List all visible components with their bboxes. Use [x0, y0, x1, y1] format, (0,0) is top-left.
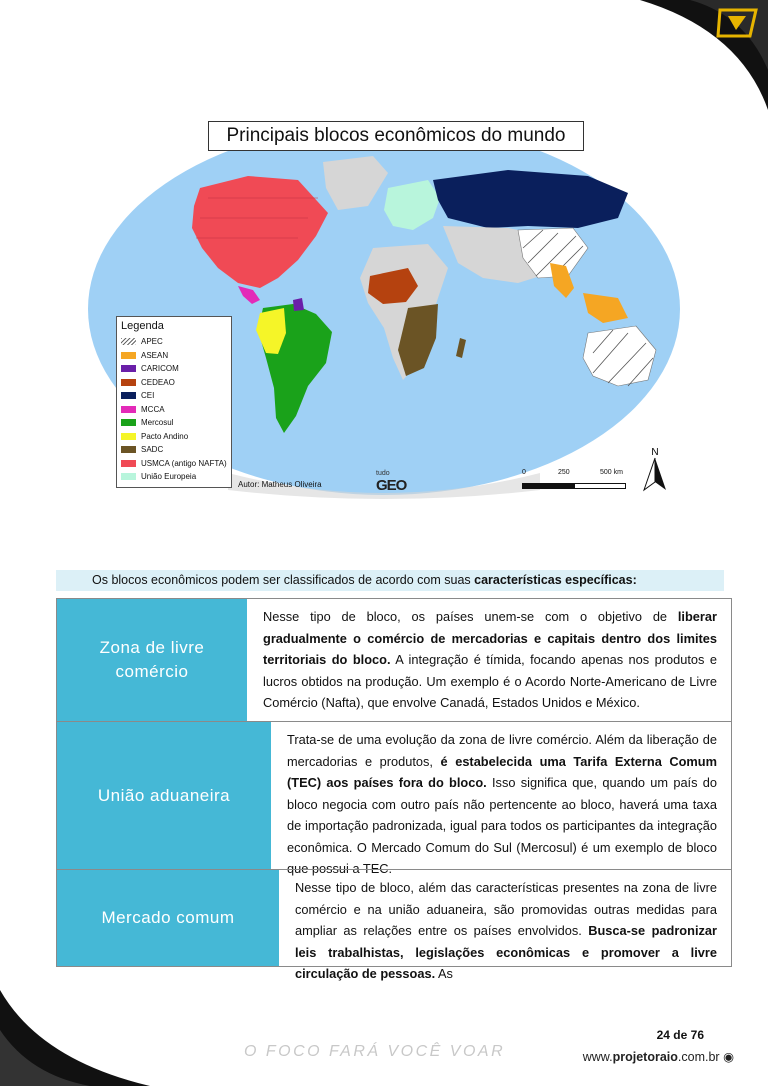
legend-label: APEC — [141, 337, 163, 347]
legend-label: SADC — [141, 445, 164, 455]
legend-swatch — [121, 338, 136, 345]
brand-small-text: tudo — [376, 470, 390, 477]
row-title: Mercado comum — [57, 870, 279, 966]
site-bold: projetoraio — [612, 1050, 678, 1064]
table-row-zona — [56, 598, 732, 722]
row-body — [271, 722, 731, 876]
legend-item — [121, 389, 227, 403]
legend-swatch — [121, 406, 136, 413]
legend-swatch — [121, 392, 136, 399]
row-text: Nesse tipo de bloco, os países unem-se com o objetivo de — [263, 609, 678, 624]
brand-logo — [716, 6, 760, 40]
table-row-uniao — [56, 721, 732, 876]
row-bold: Busca-se padronizar leis trabalhistas, legislações econômicas e promover a livre circulação de pessoas. — [295, 923, 717, 981]
row-body — [279, 870, 731, 981]
legend-item — [121, 335, 227, 349]
table-row-mercado — [56, 869, 732, 981]
site-pre: www. — [582, 1050, 613, 1064]
legend-label: Pacto Andino — [141, 431, 189, 441]
legend-swatch — [121, 365, 136, 372]
intro-banner — [56, 570, 724, 591]
map-scale-bar — [522, 469, 634, 495]
legend-item — [121, 362, 227, 376]
site-post: .com.br — [677, 1050, 720, 1064]
legend-label: USMCA (antigo NAFTA) — [141, 458, 227, 468]
row-bold: é estabelecida uma Tarifa Externa Comum (TEC) aos países fora do bloco. — [287, 753, 717, 790]
page-number: 24 de 76 — [656, 1028, 704, 1042]
legend-item — [121, 416, 227, 430]
intro-bold: características específicas: — [474, 573, 637, 587]
footer-slogan: O FOCO FARÁ VOCÊ VOAR — [244, 1043, 506, 1060]
legend-swatch — [121, 433, 136, 440]
row-text: As — [435, 966, 453, 981]
north-arrow-icon — [640, 446, 670, 494]
legend-item — [121, 443, 227, 457]
row-text: Nesse tipo de bloco, além das características presentes na zona de livre comércio e na união aduaneira, são promovidas outras medidas para ampliar as relações entre os países envolvidos. — [295, 880, 717, 938]
map-legend — [116, 316, 232, 488]
map-title: Principais blocos econômicos do mundo — [208, 121, 584, 151]
map-author: Autor: Matheus Oliveira — [238, 480, 322, 489]
legend-label: ASEAN — [141, 350, 169, 360]
legend-label: CEI — [141, 391, 155, 401]
row-title: Zona de livre comércio — [57, 599, 247, 721]
legend-item — [121, 430, 227, 444]
intro-text: Os blocos econômicos podem ser classificados de acordo com suas — [92, 573, 475, 587]
legend-swatch — [121, 460, 136, 467]
legend-label: CARICOM — [141, 364, 179, 374]
row-text: Isso significa que, quando um país do bloco negocia com outro país não pertencente ao bloco, haverá uma taxa de importação padronizada, igual para todos os participantes da integração econômica. O Mercado Comum do Sul (Mercosul) é um exemplo de bloco que possui a TEC. — [287, 775, 717, 876]
legend-label: MCCA — [141, 404, 165, 414]
row-bold: liberar gradualmente o comércio de mercadorias e capitais dentro dos limites territoriais do bloco. — [263, 609, 717, 667]
row-title: União aduaneira — [57, 722, 271, 869]
legend-item — [121, 376, 227, 390]
legend-label: CEDEAO — [141, 377, 175, 387]
legend-label: União Europeia — [141, 472, 197, 482]
legend-swatch — [121, 473, 136, 480]
legend-item — [121, 470, 227, 484]
legend-item — [121, 457, 227, 471]
legend-title: Legenda — [121, 320, 164, 332]
legend-swatch — [121, 419, 136, 426]
north-label: N — [651, 447, 659, 458]
legend-swatch — [121, 352, 136, 359]
legend-swatch — [121, 379, 136, 386]
legend-item — [121, 349, 227, 363]
scale-label-500: 500 km — [600, 469, 623, 476]
row-body — [247, 599, 731, 721]
brand-geo-logo: GEO — [376, 477, 407, 494]
globe-icon: ◉ — [723, 1050, 734, 1064]
legend-item — [121, 403, 227, 417]
legend-swatch — [121, 446, 136, 453]
row-text: Trata-se de uma evolução da zona de livre comércio. Além da liberação de mercadorias e produtos, — [287, 732, 717, 769]
scale-label-0: 0 — [522, 469, 526, 476]
footer-website — [583, 1049, 734, 1064]
legend-label: Mercosul — [141, 418, 174, 428]
row-text: A integração é tímida, focando apenas nos produtos e lucros obtidos na produção. Um exemplo é o Acordo Norte-Americano de Livre Comércio (Nafta), que envolve Canadá, Estados Unidos e México. — [263, 652, 717, 710]
scale-label-250: 250 — [558, 469, 570, 476]
